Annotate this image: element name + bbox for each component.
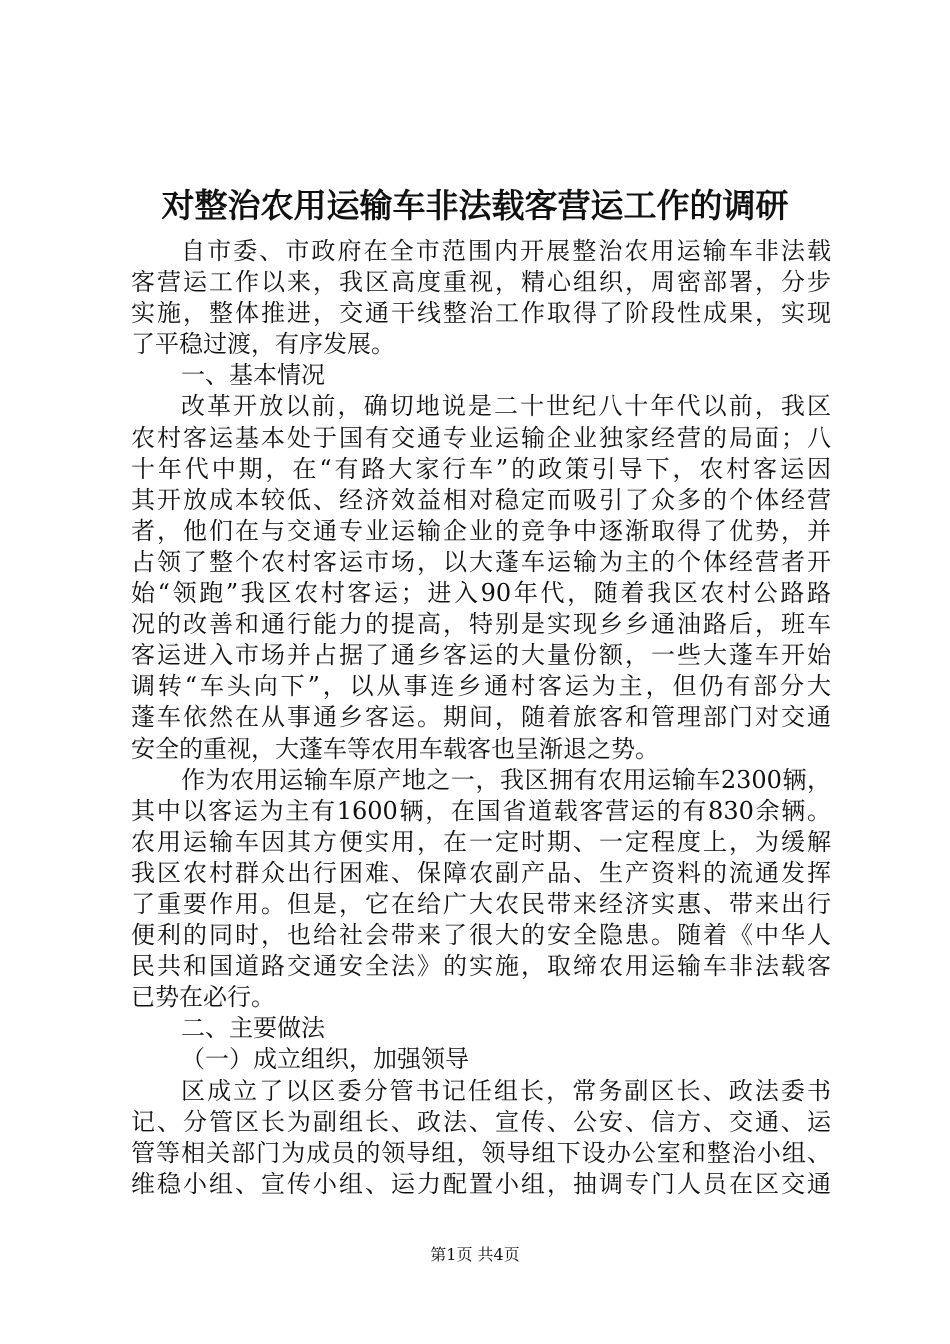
text-line: 便利的同时，也给社会带来了很大的安全隐患。随着《中华人 (131, 921, 831, 950)
text-line: 了平稳过渡，有序发展。 (131, 330, 395, 359)
text-line: 蓬车依然在从事通乡客运。期间，随着旅客和管理部门对交通 (131, 703, 831, 732)
text-line: 农村客运基本处于国有交通专业运输企业独家经营的局面；八 (131, 423, 831, 452)
text-line: 二、主要做法 (181, 1014, 325, 1043)
text-line: 占领了整个农村客运市场，以大蓬车运输为主的个体经营者开 (131, 547, 831, 576)
text-line: 实施，整体推进，交通干线整治工作取得了阶段性成果，实现 (131, 299, 831, 328)
text-line: 自市委、市政府在全市范围内开展整治农用运输车非法载 (181, 237, 831, 265)
text-line: 我区农村群众出行困难、保障农副产品、生产资料的流通发挥 (131, 858, 831, 887)
text-line: 况的改善和通行能力的提高，特别是实现乡乡通油路后，班车 (131, 610, 831, 639)
text-line: 客运进入市场并占据了通乡客运的大量份额，一些大蓬车开始 (131, 641, 831, 670)
text-line: 维稳小组、宣传小组、运力配置小组，抽调专门人员在区交通 (131, 1169, 831, 1198)
text-line: 农用运输车因其方便实用，在一定时期、一定程度上，为缓解 (131, 827, 831, 856)
text-line: 其中以客运为主有1600辆，在国省道载客营运的有830余辆。 (131, 796, 831, 825)
document-body (131, 236, 831, 1200)
text-line: 已势在必行。 (131, 983, 275, 1012)
text-line: 十年代中期，在“有路大家行车”的政策引导下，农村客运因 (131, 454, 831, 483)
text-line: 改革开放以前，确切地说是二十世纪八十年代以前，我区 (181, 392, 831, 421)
text-line: 作为农用运输车原产地之一，我区拥有农用运输车2300辆， (181, 765, 831, 794)
text-line: 记、分管区长为副组长、政法、宣传、公安、信方、交通、运 (131, 1107, 831, 1136)
text-line: 了重要作用。但是，它在给广大农民带来经济实惠、带来出行 (131, 889, 831, 918)
text-line: 始“领跑”我区农村客运；进入90年代，随着我区农村公路路 (131, 579, 831, 608)
text-line: 管等相关部门为成员的领导组，领导组下设办公室和整治小组、 (131, 1138, 831, 1167)
document-title: 对整治农用运输车非法载客营运工作的调研 (161, 186, 789, 225)
text-line: 安全的重视，大蓬车等农用车载客也呈渐退之势。 (131, 734, 659, 763)
text-line: 区成立了以区委分管书记任组长，常务副区长、政法委书 (181, 1076, 831, 1105)
page-footer: 第1页 共4页 (430, 1245, 520, 1264)
text-line: 一、基本情况 (181, 361, 325, 390)
text-line: 其开放成本较低、经济效益相对稳定而吸引了众多的个体经营 (131, 485, 831, 514)
text-line: 调转“车头向下”，以从事连乡通村客运为主，但仍有部分大 (131, 672, 831, 701)
text-line: 民共和国道路交通安全法》的实施，取缔农用运输车非法载客 (131, 952, 831, 981)
text-line: 客营运工作以来，我区高度重视，精心组织，周密部署，分步 (131, 268, 831, 297)
text-line: 者，他们在与交通专业运输企业的竞争中逐渐取得了优势，并 (131, 516, 831, 545)
text-line: （一）成立组织，加强领导 (181, 1045, 469, 1074)
